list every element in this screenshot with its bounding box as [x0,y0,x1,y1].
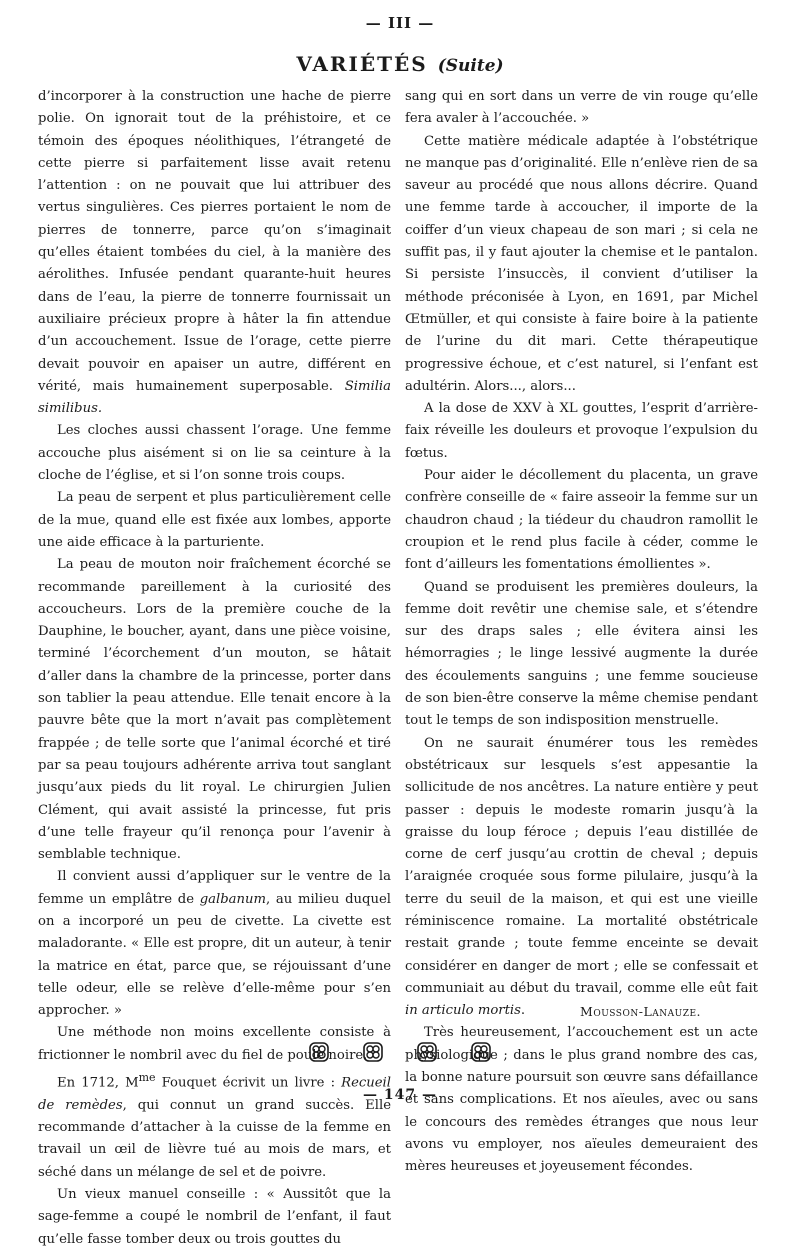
text: Fouquet écrivit un livre : [155,1075,336,1091]
page-marker: — III — [365,14,435,32]
ornament-row [0,1042,800,1062]
paragraph: Quand se produisent les premières douleurs, la femme doit revêtir une chemise sale, et s’étendre sur des draps sales ; elle évitera ainsi les hémorragies ; le linge lessivé augmente la durée des écoulements sanguins ; une femme soucieuse de son bien-être conserve la même chemise pendant tout le temps de son indisposition menstruelle. [405,579,758,729]
text: d’incorporer à la construction une hache de pierre polie. On ignorait tout de la préhistoire, et ce témoin des époques néolithiques, l’étrangeté de cette pierre si parfaitement lisse avait retenu l’attention : on ne pouvait que lui attribuer des vertus singulières. Ces pierres portaient le nom de pierres de tonnerre, parce qu’on s’imaginait qu’elles étaient tombées du ciel, à la manière des aérolithes. Infusée pendant quarante-huit heures dans de l’eau, la pierre de tonnerre fournissait un auxiliaire précieux propre à hâter la fin attendue d’un accouchement. Issue de l’orage, cette pierre devait pouvoir en apaiser un autre, différent en vérité, mais humainement superposable. [38,89,391,394]
text: , au milieu duquel on a incorporé un peu de civette. La civette est maladorante. « Elle est propre, dit un auteur, à tenir la matrice en état, parce que, se réjouissant d’une telle odeur, elle se relève d’elle-même pour s’en approcher. » [38,891,391,1019]
paragraph: Les cloches aussi chassent l’orage. Une femme accouche plus aisément si on lie sa ceinture à la cloche de l’église, et si l’on sonne trois coups. [38,423,391,484]
italic-phrase: galbanum [199,891,267,907]
title-main: VARIÉTÉS [296,52,428,76]
author-signature: Mousson-Lanauze. [580,1004,701,1019]
italic-phrase: Recueil de remèdes [38,1075,391,1113]
paragraph: sang qui en sort dans un verre de vin rouge qu’elle fera avaler à l’accouchée. » [405,89,758,127]
text: On ne saurait énumérer tous les remèdes obstétricaux sur lesquels s’est appesantie la sollicitude de nos ancêtres. La nature entière y peut passer : depuis le modeste romarin jusqu’à la graisse du loup féroce ; depuis l’eau distillée de corne de cerf jusqu’au crottin de cheval ; depuis l’araignée croquée sous forme pilulaire, jusqu’à la terre du seuil de la maison, et qui est une vieille réminiscence romaine. La mortalité obstétricale restait grande ; toute femme enceinte se devait considérer en danger de mort ; elle se confessait et communiait au début du travail, comme elle eût fait [405,735,758,996]
left-column [38,86,392,1247]
italic-phrase: Similia similibus. [38,378,391,417]
title-suffix: (Suite) [437,56,504,76]
paragraph [38,86,391,420]
paragraph: Très heureusement, l’accouchement est un acte physiologique ; dans le plus grand nombre des cas, la bonne nature poursuit son œuvre sans défaillance et sans complications. Et nos aïeules, avec ou sans le concours des remèdes étranges que nous leur avons vu employer, nos aïeules demeuraient des mères heureuses et joyeusement fécondes. [405,1025,758,1175]
paragraph: Un vieux manuel conseille : « Aussitôt que la sage-femme a coupé le nombril de l’enfant, il faut qu’elle fasse tomber deux ou trois gouttes du [38,1186,391,1247]
paragraph: La peau de serpent et plus particulièrement celle de la mue, quand elle est fixée aux lombes, apporte une aide efficace à la parturiente. [38,490,391,550]
paragraph: Une méthode non moins excellente consiste à frictionner le nombril avec du fiel de poule noire. [38,1025,391,1063]
floral-ornament-icon [471,1042,491,1062]
paragraph [38,866,391,1022]
floral-ornament-icon [417,1042,437,1062]
section-title [0,52,800,78]
floral-ornament-icon [309,1042,329,1062]
text: En 1712, M [57,1075,139,1091]
page-number: — 147 — [363,1087,437,1103]
text: . [520,1003,526,1019]
italic-phrase: in articulo mortis [405,1003,521,1019]
paragraph [405,733,758,1023]
superscript: me [138,1071,156,1085]
paragraph: Cette matière médicale adaptée à l’obstétrique ne manque pas d’originalité. Elle n’enlève rien de sa saveur au procédé que nous allons décrire. Quand une femme tarde à accoucher, il importe de la coiffer d’un vieux chapeau de son mari ; si cela ne suffit pas, il y faut ajouter la chemise et le pantalon. Si persiste l’insuccès, il convient d’utiliser la méthode préconisée à Lyon, en 1691, par Michel Œtmüller, et qui consiste à faire boire à la patiente de l’urine du dit mari. Cette thérapeutique progressive échoue, et c’est naturel, si l’enfant est adultérin. Alors..., alors... [405,133,758,394]
paragraph: La peau de mouton noir fraîchement écorché se recommande pareillement à la curiosité des accoucheurs. Lors de la première couche de la Dauphine, le boucher, ayant, dans une pièce voisine, terminé l’écorchement d’un mouton, se hâtait d’aller dans la chambre de la princesse, porter dans son tablier la peau attendue. Elle tenait encore à la pauvre bête que la mort n’avait pas complètement frappée ; de telle sorte que l’animal écorché et tiré par sa peau toujours adhérente arriva tout sanglant jusqu’aux pieds du lit royal. Le chirurgien Julien Clément, qui avait assisté la princesse, fut pris d’une telle frayeur qu’il renonça pour l’avenir à semblable technique. [38,557,391,863]
paragraph [38,1067,391,1184]
text: Il convient aussi d’appliquer sur le ventre de la femme un emplâtre de [38,869,391,907]
text: , qui connut un grand succès. Elle recommande d’attacher à la cuisse de la femme en travail un œil de lièvre tué au mois de mars, et séché dans un mélange de sel et de poivre. [38,1097,392,1180]
paragraph: A la dose de XXV à XL gouttes, l’esprit d’arrière-faix réveille les douleurs et provoque l’expulsion du fœtus. [405,401,758,461]
right-column [405,86,758,1175]
floral-ornament-icon [363,1042,383,1062]
paragraph: Pour aider le décollement du placenta, un grave confrère conseille de « faire asseoir la femme sur un chaudron chaud ; la tiédeur du chaudron ramollit le croupion et le rend plus facile à céder, comme le font d’ailleurs les fomentations émollientes ». [405,468,758,573]
